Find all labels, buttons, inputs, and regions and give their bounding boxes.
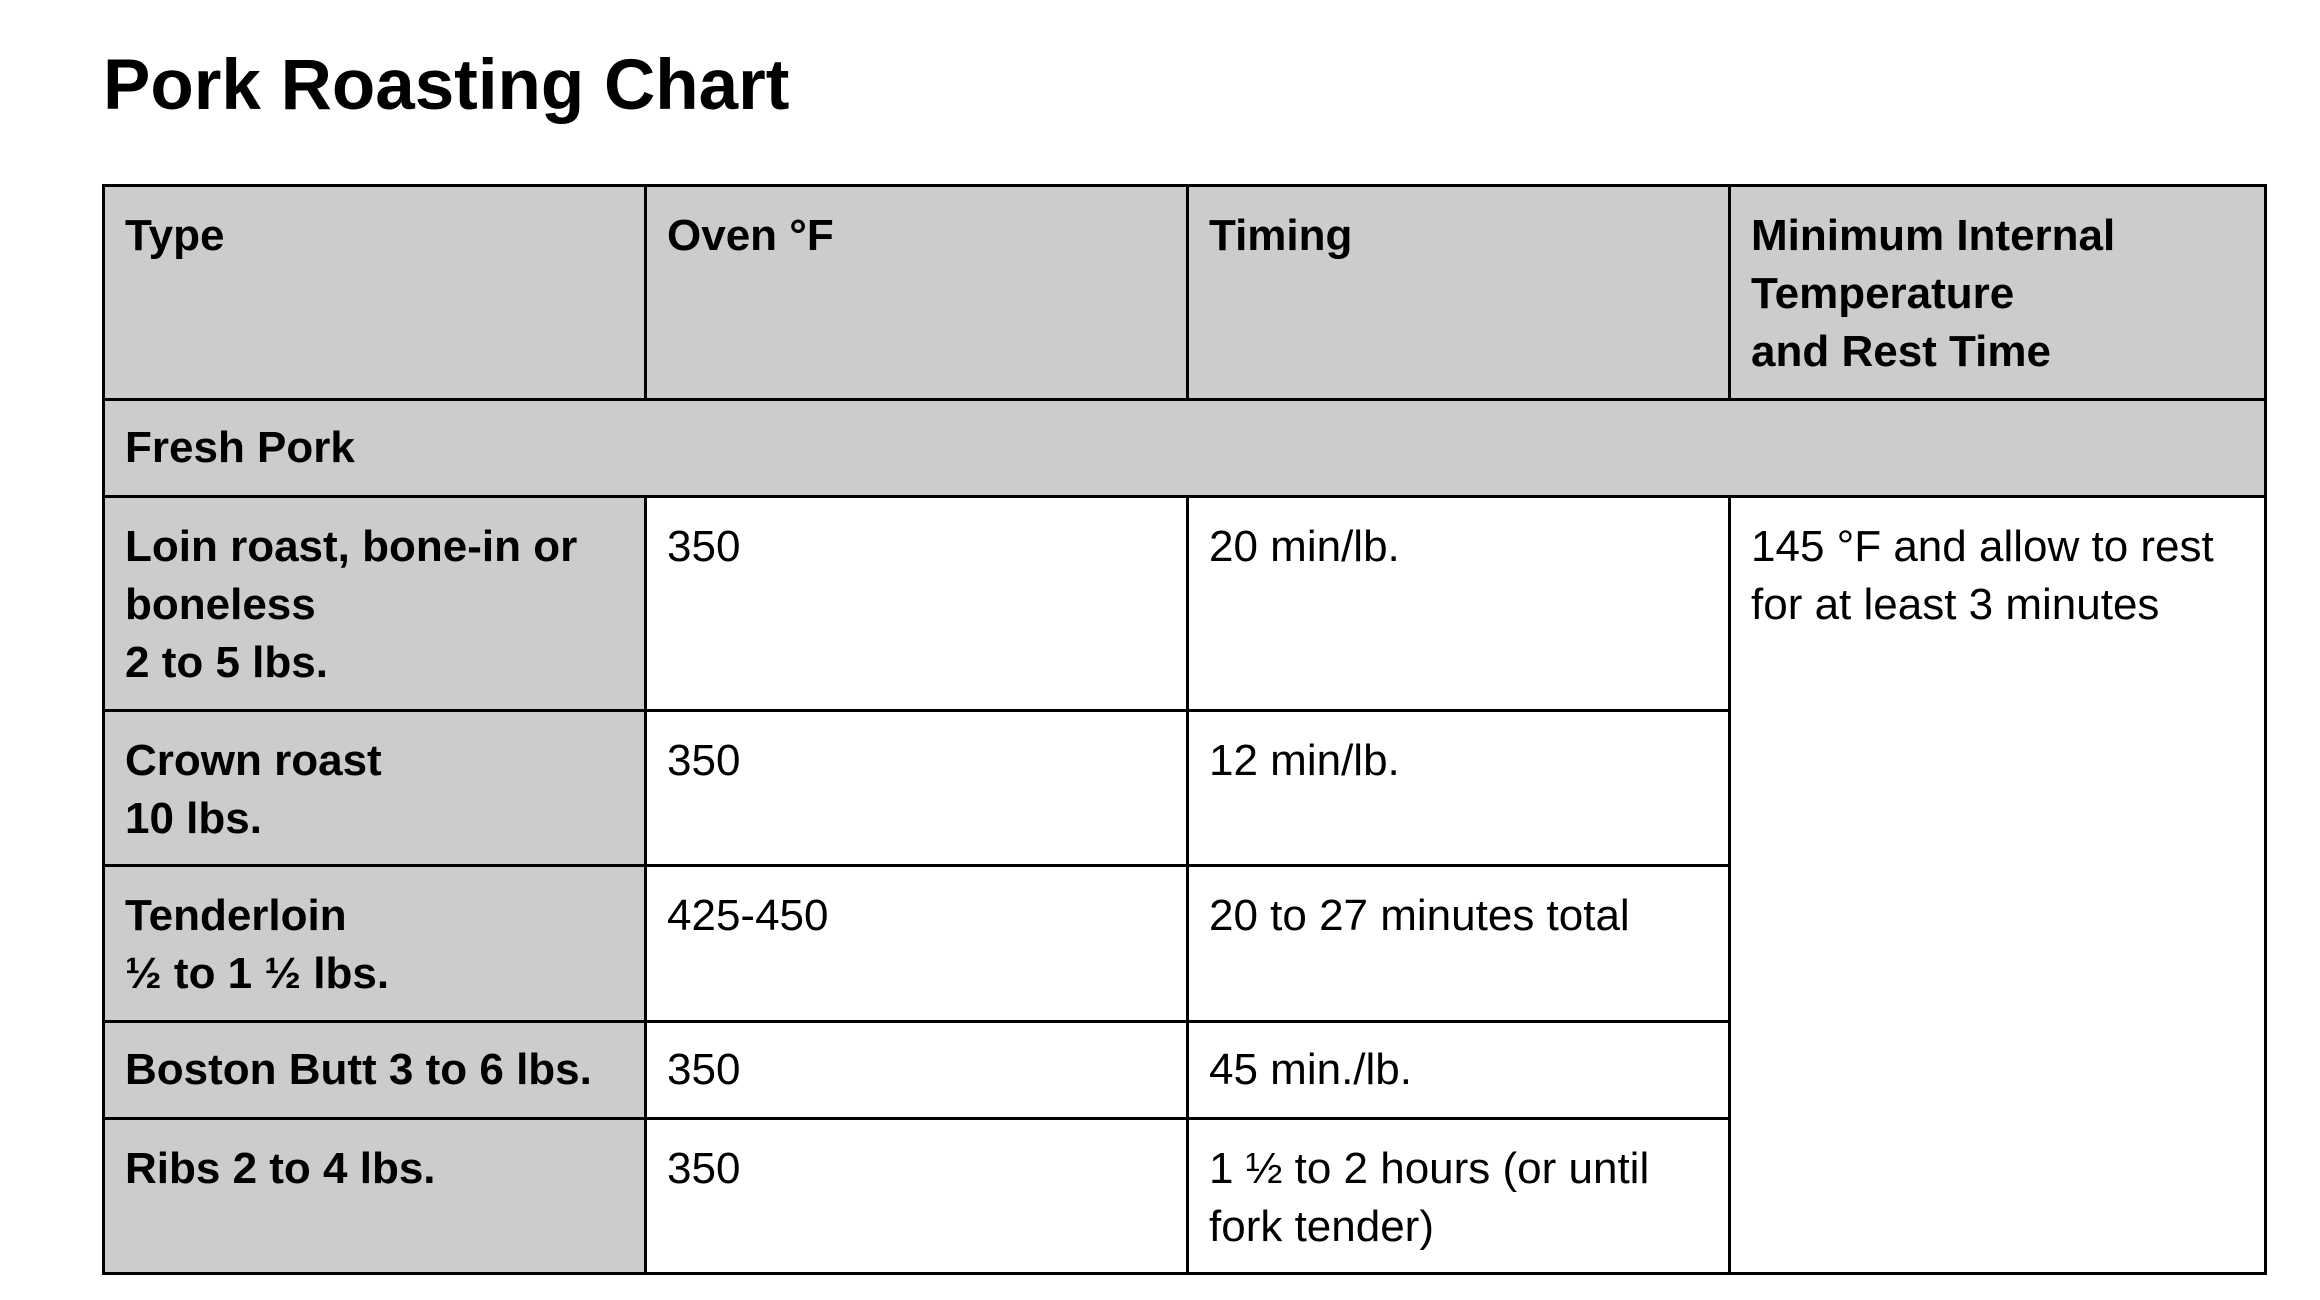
- table-header-row: [104, 186, 2266, 400]
- cell-oven: 350: [646, 497, 1188, 711]
- column-header-timing: Timing: [1188, 186, 1730, 400]
- cell-type: Boston Butt 3 to 6 lbs.: [104, 1022, 646, 1119]
- table-row: [104, 497, 2266, 711]
- section-row: [104, 400, 2266, 497]
- cell-timing: 20 min/lb.: [1188, 497, 1730, 711]
- pork-roasting-table: [102, 184, 2267, 1275]
- section-label-fresh-pork: Fresh Pork: [104, 400, 2266, 497]
- cell-type: Ribs 2 to 4 lbs.: [104, 1119, 646, 1274]
- cell-oven: 350: [646, 1022, 1188, 1119]
- page-title: Pork Roasting Chart: [103, 46, 790, 125]
- column-header-internal-temp: Minimum Internal Temperature and Rest Time: [1730, 186, 2266, 400]
- cell-timing: 1 ½ to 2 hours (or until fork tender): [1188, 1119, 1730, 1274]
- cell-type: Crown roast 10 lbs.: [104, 711, 646, 866]
- cell-oven: 425-450: [646, 866, 1188, 1022]
- cell-timing: 20 to 27 minutes total: [1188, 866, 1730, 1022]
- cell-oven: 350: [646, 711, 1188, 866]
- cell-internal-temp: 145 °F and allow to rest for at least 3 minutes: [1730, 497, 2266, 1274]
- cell-timing: 45 min./lb.: [1188, 1022, 1730, 1119]
- cell-timing: 12 min/lb.: [1188, 711, 1730, 866]
- column-header-oven: Oven °F: [646, 186, 1188, 400]
- cell-oven: 350: [646, 1119, 1188, 1274]
- cell-type: Tenderloin ½ to 1 ½ lbs.: [104, 866, 646, 1022]
- column-header-type: Type: [104, 186, 646, 400]
- cell-type: Loin roast, bone-in or boneless 2 to 5 lbs.: [104, 497, 646, 711]
